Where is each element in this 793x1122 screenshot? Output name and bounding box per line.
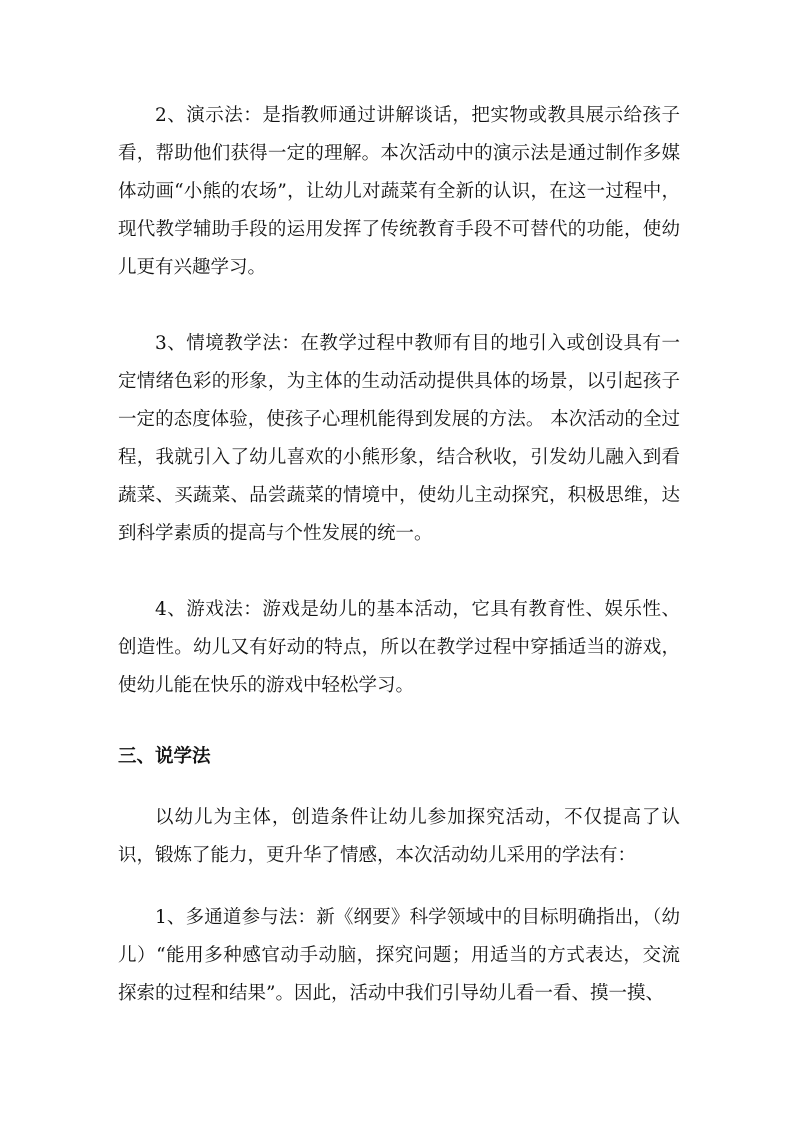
paragraph-situational-method: 3、情境教学法：在教学过程中教师有目的地引入或创设具有一定情绪色彩的形象，为主体的生动活动提供具体的场景，以引起孩子一定的态度体验，使孩子心理机能得到发展的方法。 本次活动的全过程，我就引入了幼儿喜欢的小熊形象，结合秋收，引发幼儿融入到看蔬菜、买蔬菜、品尝蔬菜的情境中，使幼儿主动探究，积极思维，达到科学素质的提高与个性发展的统一。	[118, 333, 680, 544]
paragraph-multichannel-method: 1、多通道参与法：新《纲要》科学领域中的目标明确指出，（幼儿）“能用多种感官动手动脑，探究问题；用适当的方式表达，交流探索的过程和结果”。因此，活动中我们引导幼儿看一看、摸一摸、	[118, 907, 680, 1004]
paragraph-game-method: 4、游戏法：游戏是幼儿的基本活动，它具有教育性、娱乐性、创造性。幼儿又有好动的特点，所以在教学过程中穿插适当的游戏，使幼儿能在快乐的游戏中轻松学习。	[118, 599, 680, 696]
section-heading-learning-methods: 三、说学法	[118, 746, 211, 767]
paragraph-learning-intro: 以幼儿为主体，创造条件让幼儿参加探究活动，不仅提高了认识，锻炼了能力，更升华了情感，本次活动幼儿采用的学法有：	[118, 807, 680, 866]
paragraph-demonstration-method: 2、演示法：是指教师通过讲解谈话，把实物或教具展示给孩子看，帮助他们获得一定的理解。本次活动中的演示法是通过制作多媒体动画“小熊的农场”，让幼儿对蔬菜有全新的认识，在这一过程中，现代教学辅助手段的运用发挥了传统教育手段不可替代的功能，使幼儿更有兴趣学习。	[118, 105, 680, 278]
